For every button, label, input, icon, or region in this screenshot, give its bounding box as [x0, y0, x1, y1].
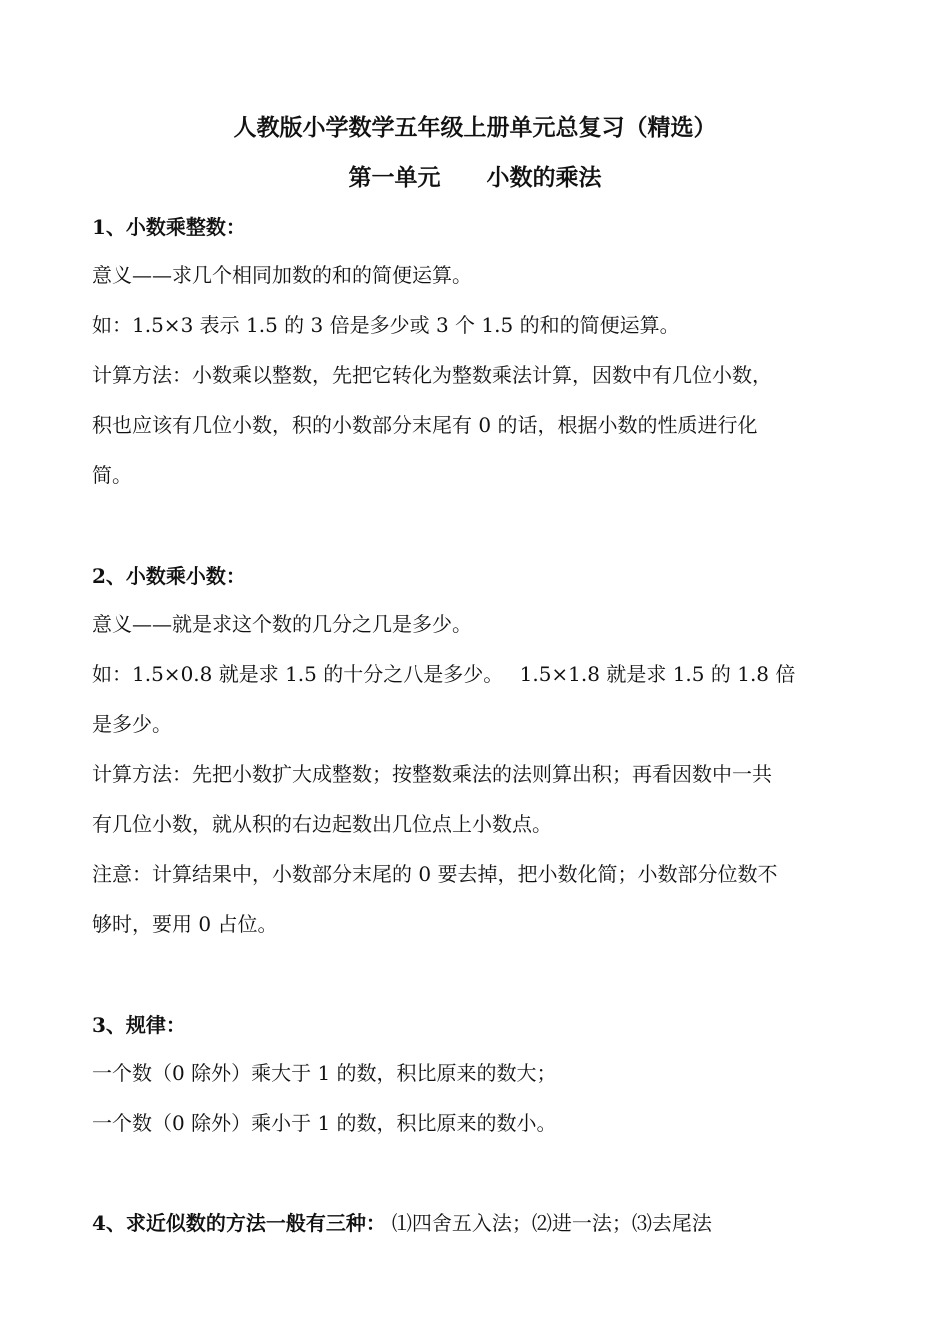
- section-2-line: 计算方法：先把小数扩大成整数；按整数乘法的法则算出积；再看因数中一共: [92, 762, 772, 786]
- section-2-line: 如：1.5×0.8 就是求 1.5 的十分之八是多少。 1.5×1.8 就是求 1.5 的 1.8 倍: [92, 662, 796, 686]
- section-4-methods: ⑴四舍五入法；⑵进一法；⑶去尾法: [391, 1211, 712, 1235]
- document-title: 人教版小学数学五年级上册单元总复习（精选）: [233, 114, 717, 141]
- section-2-line: 够时，要用 0 占位。: [92, 912, 278, 936]
- section-1-line: 简。: [92, 463, 132, 487]
- section-1-heading: 1、小数乘整数：: [92, 215, 246, 239]
- section-1-line: 积也应该有几位小数，积的小数部分末尾有 0 的话，根据小数的性质进行化: [92, 413, 758, 437]
- section-4-heading: 4、求近似数的方法一般有三种：: [92, 1211, 386, 1235]
- section-3-heading: 3、规律：: [92, 1013, 186, 1037]
- section-4-row: [92, 1209, 712, 1237]
- section-1-line: 如：1.5×3 表示 1.5 的 3 倍是多少或 3 个 1.5 的和的简便运算。: [92, 313, 680, 337]
- section-3-line: 一个数（0 除外）乘小于 1 的数，积比原来的数小。: [92, 1111, 557, 1135]
- section-2-line: 有几位小数，就从积的右边起数出几位点上小数点。: [92, 812, 552, 836]
- unit-subtitle: 第一单元 小数的乘法: [348, 164, 602, 191]
- section-1-line: 计算方法：小数乘以整数，先把它转化为整数乘法计算，因数中有几位小数，: [92, 363, 772, 387]
- section-2-heading: 2、小数乘小数：: [92, 564, 246, 588]
- section-3-line: 一个数（0 除外）乘大于 1 的数，积比原来的数大；: [92, 1061, 557, 1085]
- section-2-line: 注意：计算结果中，小数部分末尾的 0 要去掉，把小数化简；小数部分位数不: [92, 862, 778, 886]
- section-1-line: 意义——求几个相同加数的和的简便运算。: [92, 263, 472, 287]
- section-2-line: 意义——就是求这个数的几分之几是多少。: [92, 612, 472, 636]
- section-2-line: 是多少。: [92, 712, 172, 736]
